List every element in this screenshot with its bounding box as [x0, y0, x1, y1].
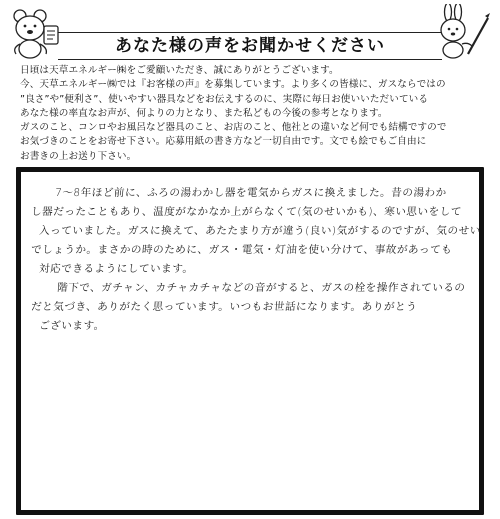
handwritten-line: ございます。 — [38, 320, 106, 332]
intro-line: 今、天草エネルギー㈱では『お客様の声』を募集しています。より多くの皆様に、ガスならではの — [20, 79, 446, 91]
handwritten-line: 階下で、ガチャン、カチャカチャなどの音がすると、ガスの栓を操作されているの — [56, 282, 466, 294]
intro-line: お気づきのことをお寄せ下さい。応募用紙の書き方など一切自由です。文でも絵でもご自由に — [20, 136, 427, 148]
handwritten-line: だと気づき、ありがたく思っています。いつもお世話になります。ありがとう — [30, 301, 418, 313]
intro-line: 日頃は天草エネルギー㈱をご愛顧いただき、誠にありがとうございます。 — [20, 65, 339, 76]
intro-line: ”良さ”や”便利さ”、使いやすい器具などをお伝えするのに、実際に毎日お使いいただいている — [20, 93, 429, 105]
handwritten-line: し器だったこともあり、温度がなかなか上がらなくて(気のせいかも)、寒い思いをして — [30, 206, 463, 218]
bear-mascot-icon — [6, 4, 66, 60]
handwritten-line: 対応できるようにしています。 — [38, 263, 194, 275]
handwritten-line: 7〜8年ほど前に、ふろの湯わかし器を電気からガスに換えました。昔の湯わか — [54, 187, 448, 199]
intro-line: お書きの上お送り下さい。 — [20, 150, 137, 162]
handwritten-line: 入っていました。ガスに換えて、あたたまり方が違う(良い)気がするのですが、気のせい — [38, 225, 482, 237]
handwritten-response — [30, 184, 482, 336]
rabbit-mascot-icon — [432, 4, 496, 60]
handwritten-line: でしょうか。まさかの時のために、ガス・電気・灯油を使い分けて、事故があっても — [30, 244, 453, 256]
header — [0, 0, 500, 60]
page-title: あなた様の声をお聞かせください — [58, 32, 442, 60]
intro-line: ガスのこと、コンロやお風呂など器具のこと、お店のこと、他社との違いなど何でも結構ですので — [20, 122, 447, 134]
intro-line: あなた様の率直なお声が、何よりの力となり、また私どもの今後の参考となります。 — [20, 107, 388, 119]
response-box — [16, 167, 484, 515]
intro-text — [20, 64, 490, 164]
